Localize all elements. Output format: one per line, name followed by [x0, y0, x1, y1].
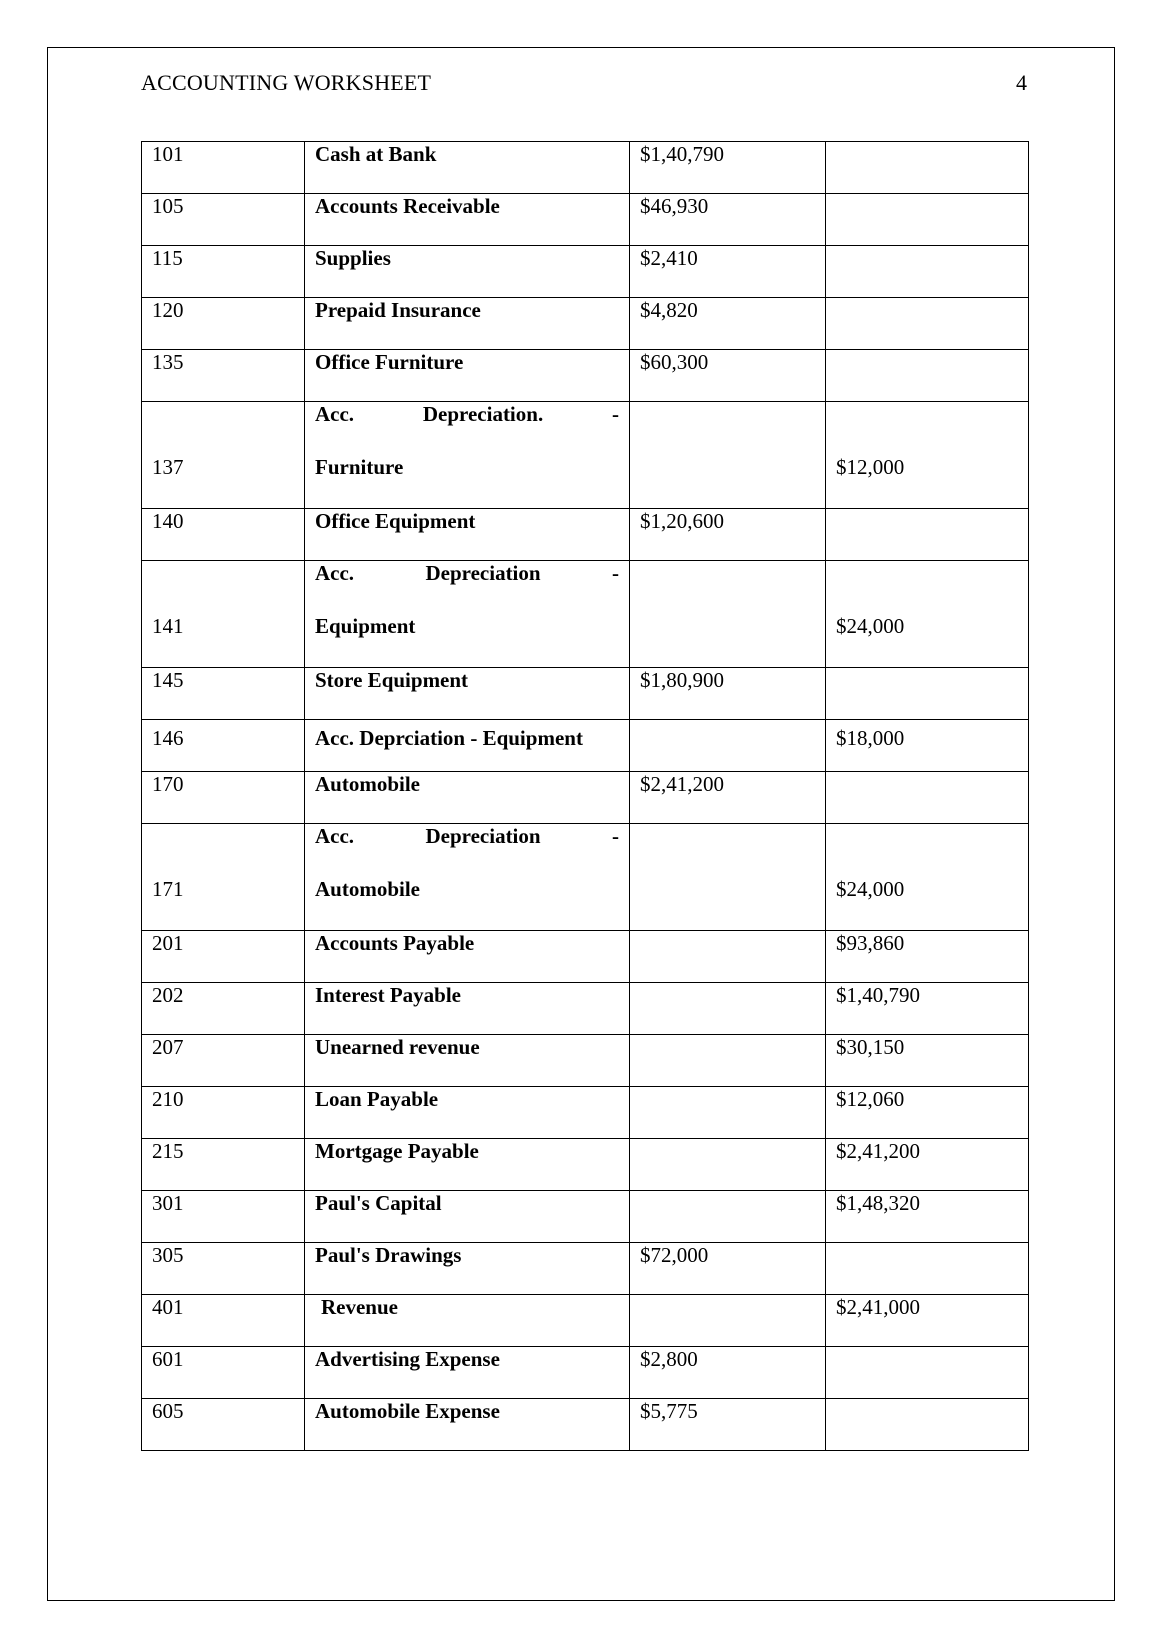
account-number-cell: 146 [142, 720, 305, 772]
table-row [142, 668, 1029, 720]
credit-cell: $12,000 [826, 402, 1029, 509]
account-name-cell: Paul's Drawings [305, 1243, 630, 1295]
credit-cell: $2,41,000 [826, 1295, 1029, 1347]
credit-cell [826, 350, 1029, 402]
name-part: Depreciation [425, 561, 541, 585]
table-row [142, 824, 1029, 931]
debit-cell [630, 1035, 826, 1087]
name-line-2: Equipment [315, 614, 416, 638]
account-name-cell: Mortgage Payable [305, 1139, 630, 1191]
name-part: Acc. [315, 402, 355, 426]
debit-cell [630, 1295, 826, 1347]
account-number-cell: 301 [142, 1191, 305, 1243]
debit-cell: $2,800 [630, 1347, 826, 1399]
account-name-cell: Accounts Receivable [305, 194, 630, 246]
account-number-cell: 305 [142, 1243, 305, 1295]
account-number-cell: 171 [142, 824, 305, 931]
table-row [142, 1243, 1029, 1295]
table-row [142, 298, 1029, 350]
debit-cell: $60,300 [630, 350, 826, 402]
account-number-cell: 215 [142, 1139, 305, 1191]
debit-cell [630, 983, 826, 1035]
table-row [142, 1035, 1029, 1087]
name-line-2: Automobile [315, 877, 420, 901]
account-name-cell: Acc. Deprciation - Equipment [305, 720, 630, 772]
debit-cell: $2,41,200 [630, 772, 826, 824]
name-line-2: Furniture [315, 455, 404, 479]
credit-cell: $24,000 [826, 561, 1029, 668]
name-part: - [612, 824, 619, 848]
credit-cell [826, 194, 1029, 246]
account-number-cell: 145 [142, 668, 305, 720]
account-name-cell: Office Equipment [305, 509, 630, 561]
account-name-cell: Store Equipment [305, 668, 630, 720]
credit-cell: $2,41,200 [826, 1139, 1029, 1191]
debit-cell: $72,000 [630, 1243, 826, 1295]
credit-cell [826, 1399, 1029, 1451]
account-number-cell: 210 [142, 1087, 305, 1139]
account-name-cell: Office Furniture [305, 350, 630, 402]
account-name-cell: Advertising Expense [305, 1347, 630, 1399]
table-row [142, 509, 1029, 561]
running-header: ACCOUNTING WORKSHEET [141, 70, 432, 95]
credit-cell [826, 509, 1029, 561]
account-number-cell: 135 [142, 350, 305, 402]
table-row [142, 1399, 1029, 1451]
table-row [142, 1139, 1029, 1191]
credit-cell [826, 246, 1029, 298]
table-row [142, 1347, 1029, 1399]
name-part: - [612, 402, 619, 426]
table-row [142, 402, 1029, 509]
account-name-cell: Automobile Expense [305, 1399, 630, 1451]
credit-cell: $12,060 [826, 1087, 1029, 1139]
credit-cell: $93,860 [826, 931, 1029, 983]
table-row [142, 720, 1029, 772]
credit-cell: $18,000 [826, 720, 1029, 772]
debit-cell [630, 1139, 826, 1191]
debit-cell [630, 824, 826, 931]
account-name-cell: Paul's Capital [305, 1191, 630, 1243]
credit-cell [826, 1347, 1029, 1399]
credit-cell: $24,000 [826, 824, 1029, 931]
account-name-cell: Cash at Bank [305, 142, 630, 194]
account-number-cell: 605 [142, 1399, 305, 1451]
table-row [142, 1087, 1029, 1139]
credit-cell: $1,40,790 [826, 983, 1029, 1035]
debit-cell [630, 931, 826, 983]
table-row [142, 1191, 1029, 1243]
table-row [142, 246, 1029, 298]
account-name-cell: Loan Payable [305, 1087, 630, 1139]
account-number-cell: 140 [142, 509, 305, 561]
account-name-cell: Interest Payable [305, 983, 630, 1035]
account-name-cell: Accounts Payable [305, 931, 630, 983]
debit-cell: $1,40,790 [630, 142, 826, 194]
debit-cell: $2,410 [630, 246, 826, 298]
account-name-cell: Supplies [305, 246, 630, 298]
name-part: Depreciation. [422, 402, 544, 426]
debit-cell [630, 1191, 826, 1243]
table-row [142, 772, 1029, 824]
account-number-cell: 115 [142, 246, 305, 298]
account-number-cell: 207 [142, 1035, 305, 1087]
credit-cell: $30,150 [826, 1035, 1029, 1087]
account-number-cell: 201 [142, 931, 305, 983]
page-number: 4 [1016, 70, 1027, 95]
name-part: - [612, 561, 619, 585]
table-row [142, 983, 1029, 1035]
debit-cell [630, 402, 826, 509]
account-number-cell: 101 [142, 142, 305, 194]
table-row [142, 142, 1029, 194]
credit-cell [826, 1243, 1029, 1295]
debit-cell [630, 1087, 826, 1139]
name-part: Acc. [315, 561, 355, 585]
account-number-cell: 601 [142, 1347, 305, 1399]
account-number-cell: 401 [142, 1295, 305, 1347]
debit-cell [630, 720, 826, 772]
table-row [142, 561, 1029, 668]
credit-cell [826, 298, 1029, 350]
credit-cell [826, 772, 1029, 824]
account-name-cell: Prepaid Insurance [305, 298, 630, 350]
name-part: Depreciation [425, 824, 541, 848]
table-row [142, 194, 1029, 246]
table-row [142, 1295, 1029, 1347]
account-name-cell [305, 824, 630, 931]
account-name-cell: Unearned revenue [305, 1035, 630, 1087]
account-name-cell: Revenue [305, 1295, 630, 1347]
account-number-cell: 120 [142, 298, 305, 350]
credit-cell [826, 142, 1029, 194]
account-name-cell [305, 561, 630, 668]
table-row [142, 931, 1029, 983]
debit-cell: $4,820 [630, 298, 826, 350]
account-number-cell: 141 [142, 561, 305, 668]
credit-cell [826, 668, 1029, 720]
name-part: Acc. [315, 824, 355, 848]
table-row [142, 350, 1029, 402]
account-number-cell: 137 [142, 402, 305, 509]
debit-cell: $1,20,600 [630, 509, 826, 561]
account-number-cell: 202 [142, 983, 305, 1035]
debit-cell [630, 561, 826, 668]
debit-cell: $46,930 [630, 194, 826, 246]
account-number-cell: 170 [142, 772, 305, 824]
account-name-cell: Automobile [305, 772, 630, 824]
credit-cell: $1,48,320 [826, 1191, 1029, 1243]
account-name-cell [305, 402, 630, 509]
debit-cell: $5,775 [630, 1399, 826, 1451]
trial-balance-table [141, 141, 1029, 1451]
account-number-cell: 105 [142, 194, 305, 246]
debit-cell: $1,80,900 [630, 668, 826, 720]
